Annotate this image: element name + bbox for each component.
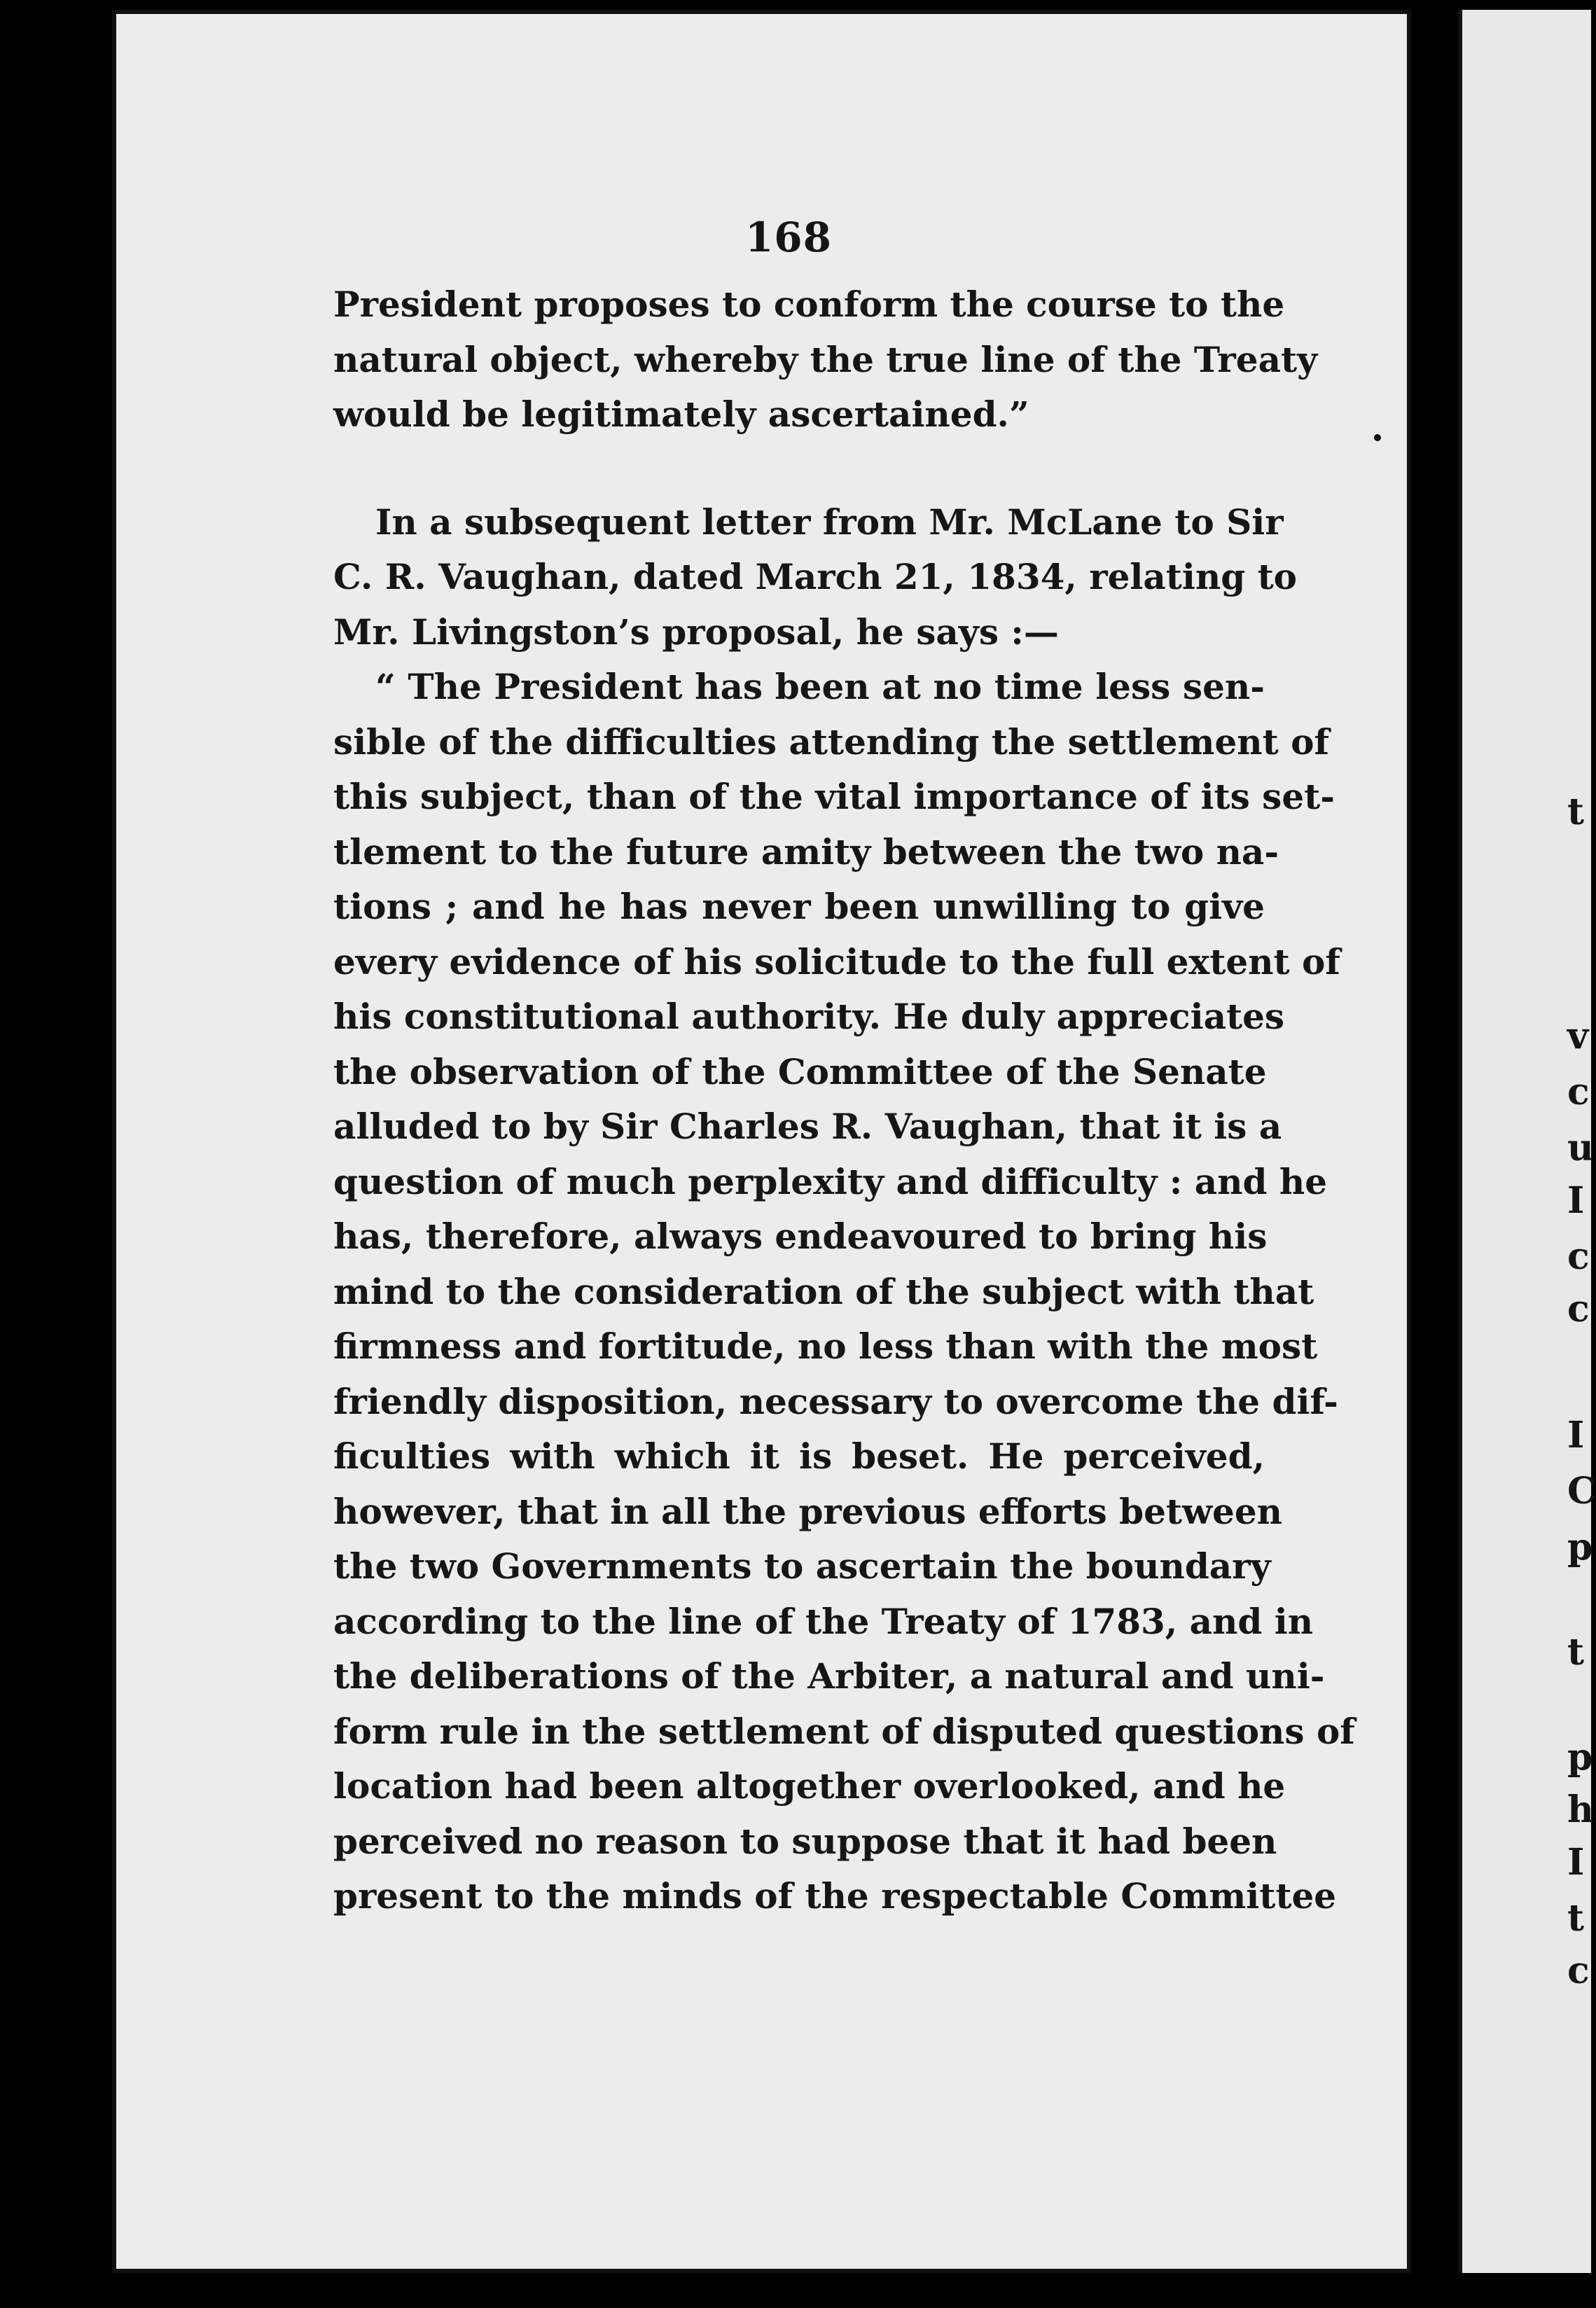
adjacent-page-letter: t: [1567, 1631, 1585, 1674]
adjacent-page-edge: [1458, 10, 1596, 2273]
text-line: present to the minds of the respectable Committee: [333, 1875, 1337, 1917]
ink-speck: [1374, 434, 1381, 441]
text-line: every evidence of his solicitude to the full extent of: [333, 940, 1340, 982]
text-line: President proposes to conform the course to the: [333, 284, 1285, 325]
adjacent-page-letter: t: [1567, 791, 1585, 833]
text-line: location had been altogether overlooked, and he: [333, 1765, 1286, 1807]
text-line: tlement to the future amity between the two na-: [333, 830, 1279, 873]
text-line: In a subsequent letter from Mr. McLane to Sir: [375, 501, 1284, 543]
text-line: friendly disposition, necessary to overcome the dif-: [333, 1380, 1338, 1422]
text-line: firmness and fortitude, no less than with the most: [333, 1326, 1318, 1367]
adjacent-page-letter: t: [1567, 1897, 1585, 1940]
text-line: perceived no reason to suppose that it had been: [333, 1820, 1277, 1862]
paragraph-gap: [333, 443, 1265, 495]
adjacent-page-letter: I: [1567, 1179, 1585, 1222]
adjacent-page-letter: c: [1567, 1288, 1590, 1330]
text-line: form rule in the settlement of disputed questions of: [333, 1710, 1355, 1752]
text-line: tions ; and he has never been unwilling to give: [333, 886, 1265, 927]
text-line: question of much perplexity and difficulty : and he: [333, 1160, 1328, 1202]
adjacent-page-letter: I: [1567, 1841, 1585, 1884]
text-line: the two Governments to ascertain the boundary: [333, 1545, 1271, 1587]
adjacent-page-letter: c: [1567, 1235, 1590, 1278]
text-line: the observation of the Committee of the Senate: [333, 1050, 1267, 1092]
page-number: 168: [744, 214, 833, 261]
text-line: however, that in all the previous efforts between: [333, 1490, 1283, 1532]
text-line: natural object, whereby the true line of the Treaty: [333, 338, 1318, 380]
text-line: C. R. Vaughan, dated March 21, 1834, relating to: [333, 556, 1298, 597]
text-line: the deliberations of the Arbiter, a natural and uni-: [333, 1655, 1325, 1697]
text-line: his constitutional authority. He duly appreciates: [333, 996, 1285, 1037]
text-line: Mr. Livingston’s proposal, he says :—: [333, 611, 1059, 653]
adjacent-page-letter: c: [1567, 1071, 1590, 1113]
text-line: this subject, than of the vital importance of its set-: [333, 776, 1335, 817]
text-line: mind to the consideration of the subject with that: [333, 1270, 1314, 1312]
text-line: ficulties with which it is beset. He perceived,: [333, 1435, 1265, 1477]
adjacent-page-letter: I: [1567, 1414, 1585, 1457]
adjacent-page-letter: p: [1567, 1526, 1593, 1569]
adjacent-page-letter: v: [1567, 1015, 1589, 1057]
text-line: according to the line of the Treaty of 1783, and in: [333, 1600, 1314, 1642]
adjacent-page-letter: h: [1567, 1788, 1594, 1831]
text-line: “ The President has been at no time less sen-: [375, 666, 1265, 707]
adjacent-page-letter: c: [1567, 1949, 1590, 1992]
text-line: has, therefore, always endeavoured to bring his: [333, 1216, 1268, 1257]
adjacent-page-letter: u: [1567, 1127, 1594, 1169]
body-text: [333, 277, 1355, 1924]
text-line: sible of the difficulties attending the settlement of: [333, 721, 1329, 763]
adjacent-page-letter: C: [1567, 1470, 1596, 1513]
text-line: would be legitimately ascertained.”: [333, 394, 1029, 435]
adjacent-page-letter: p: [1567, 1736, 1593, 1779]
text-line: alluded to by Sir Charles R. Vaughan, that it is a: [333, 1106, 1282, 1147]
